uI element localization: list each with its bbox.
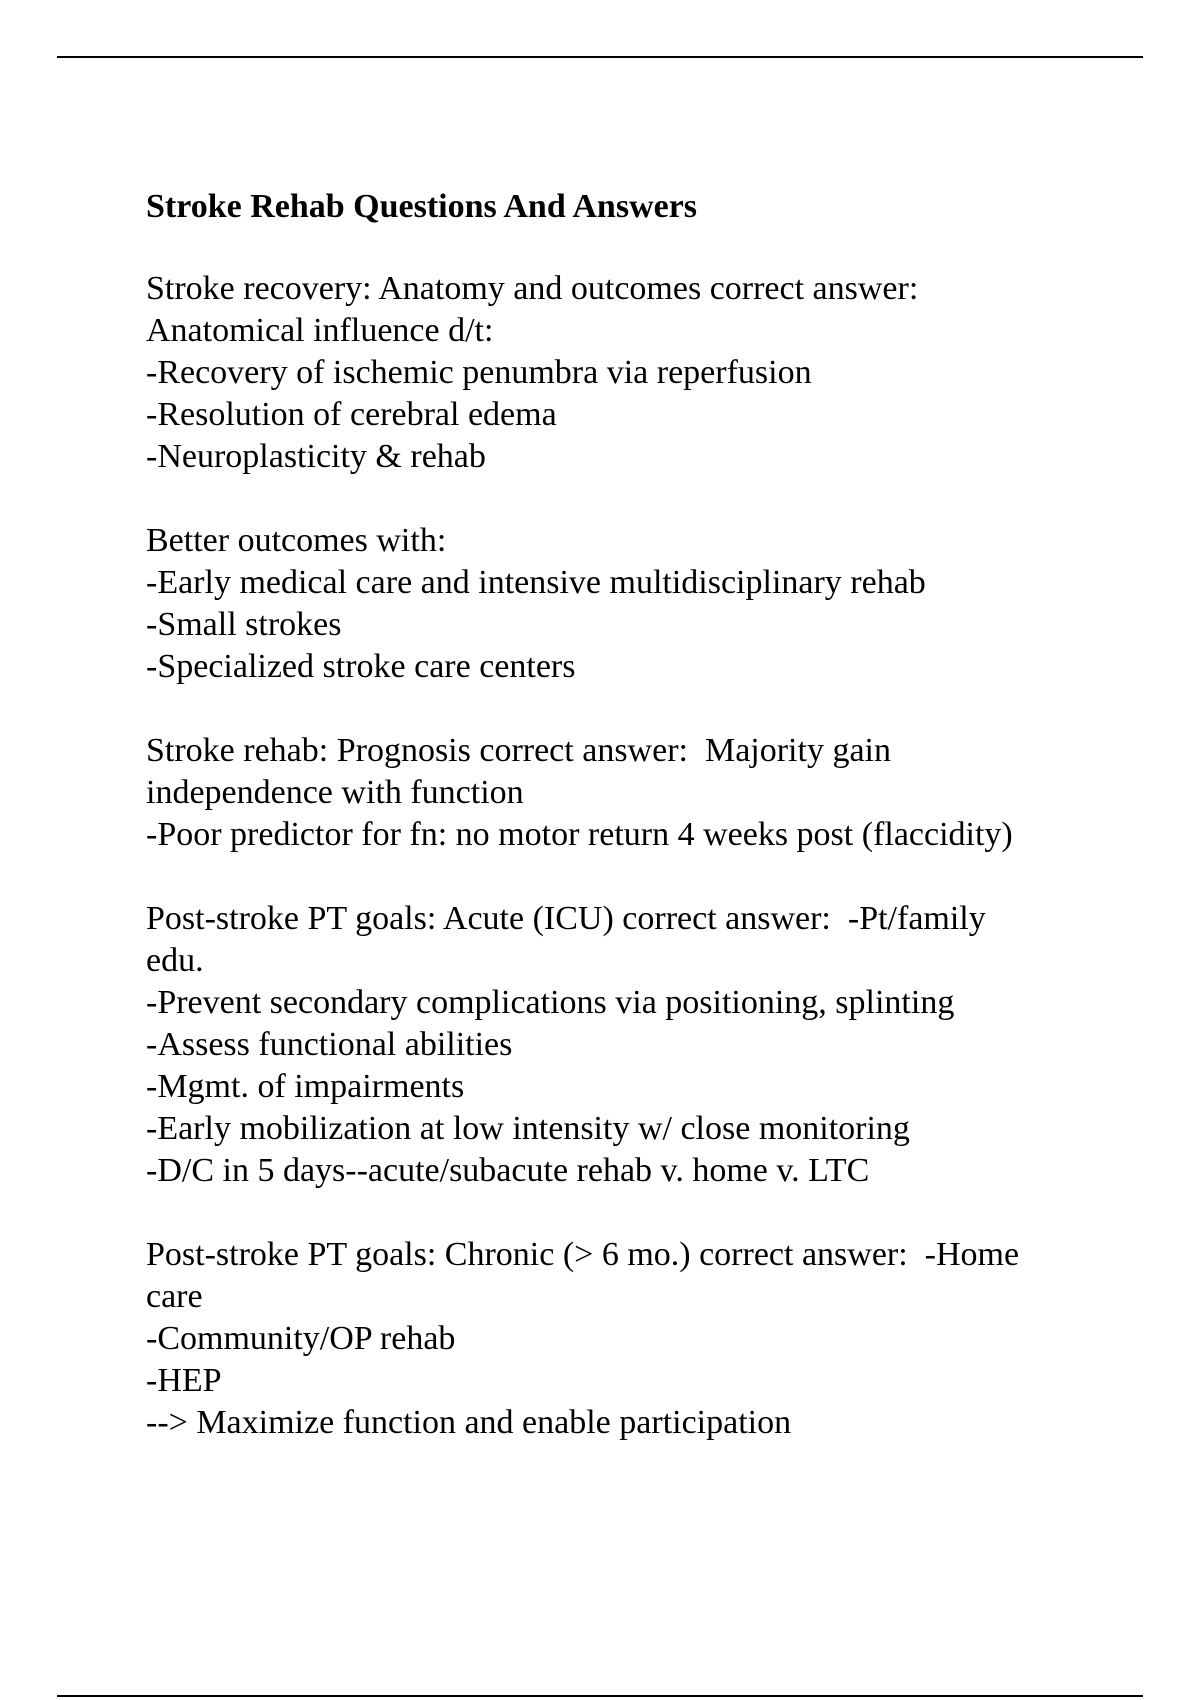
qa-entry-chronic-goals <box>146 1234 1106 1444</box>
document-body <box>146 186 1106 1486</box>
text-line: care <box>146 1278 203 1315</box>
qa-entry-outcomes <box>146 520 1106 688</box>
text-line: -Mgmt. of impairments <box>146 1068 465 1105</box>
text-line: independence with function <box>146 774 524 811</box>
qa-entry-acute-goals <box>146 898 1106 1192</box>
text-line: Post-stroke PT goals: Chronic (> 6 mo.) correct answer: -Home <box>146 1236 1020 1273</box>
page-title: Stroke Rehab Questions And Answers <box>146 188 698 225</box>
qa-entry-recovery <box>146 268 1106 478</box>
bottom-divider <box>57 1695 1143 1697</box>
text-line: -Prevent secondary complications via positioning, splinting <box>146 984 955 1021</box>
text-line: Post-stroke PT goals: Acute (ICU) correct answer: -Pt/family <box>146 900 986 937</box>
text-line: -Community/OP rehab <box>146 1320 456 1357</box>
text-line: -Specialized stroke care centers <box>146 648 576 685</box>
text-line: -Early medical care and intensive multidisciplinary rehab <box>146 564 926 601</box>
text-line: -D/C in 5 days--acute/subacute rehab v. home v. LTC <box>146 1152 870 1189</box>
text-line: -Recovery of ischemic penumbra via reperfusion <box>146 354 812 391</box>
text-line: -Poor predictor for fn: no motor return 4 weeks post (flaccidity) <box>146 816 1013 853</box>
top-divider <box>57 56 1143 58</box>
text-line: -Resolution of cerebral edema <box>146 396 557 433</box>
text-line: -Assess functional abilities <box>146 1026 513 1063</box>
text-line: -Neuroplasticity & rehab <box>146 438 486 475</box>
text-line: Stroke rehab: Prognosis correct answer: Majority gain <box>146 732 891 769</box>
text-line: -HEP <box>146 1362 222 1399</box>
text-line: Anatomical influence d/t: <box>146 312 494 349</box>
text-line: --> Maximize function and enable participation <box>146 1404 792 1441</box>
qa-entry-prognosis <box>146 730 1106 856</box>
text-line: Stroke recovery: Anatomy and outcomes correct answer: <box>146 270 919 307</box>
text-line: -Early mobilization at low intensity w/ close monitoring <box>146 1110 910 1147</box>
text-line: Better outcomes with: <box>146 522 447 559</box>
text-line: -Small strokes <box>146 606 342 643</box>
text-line: edu. <box>146 942 204 979</box>
